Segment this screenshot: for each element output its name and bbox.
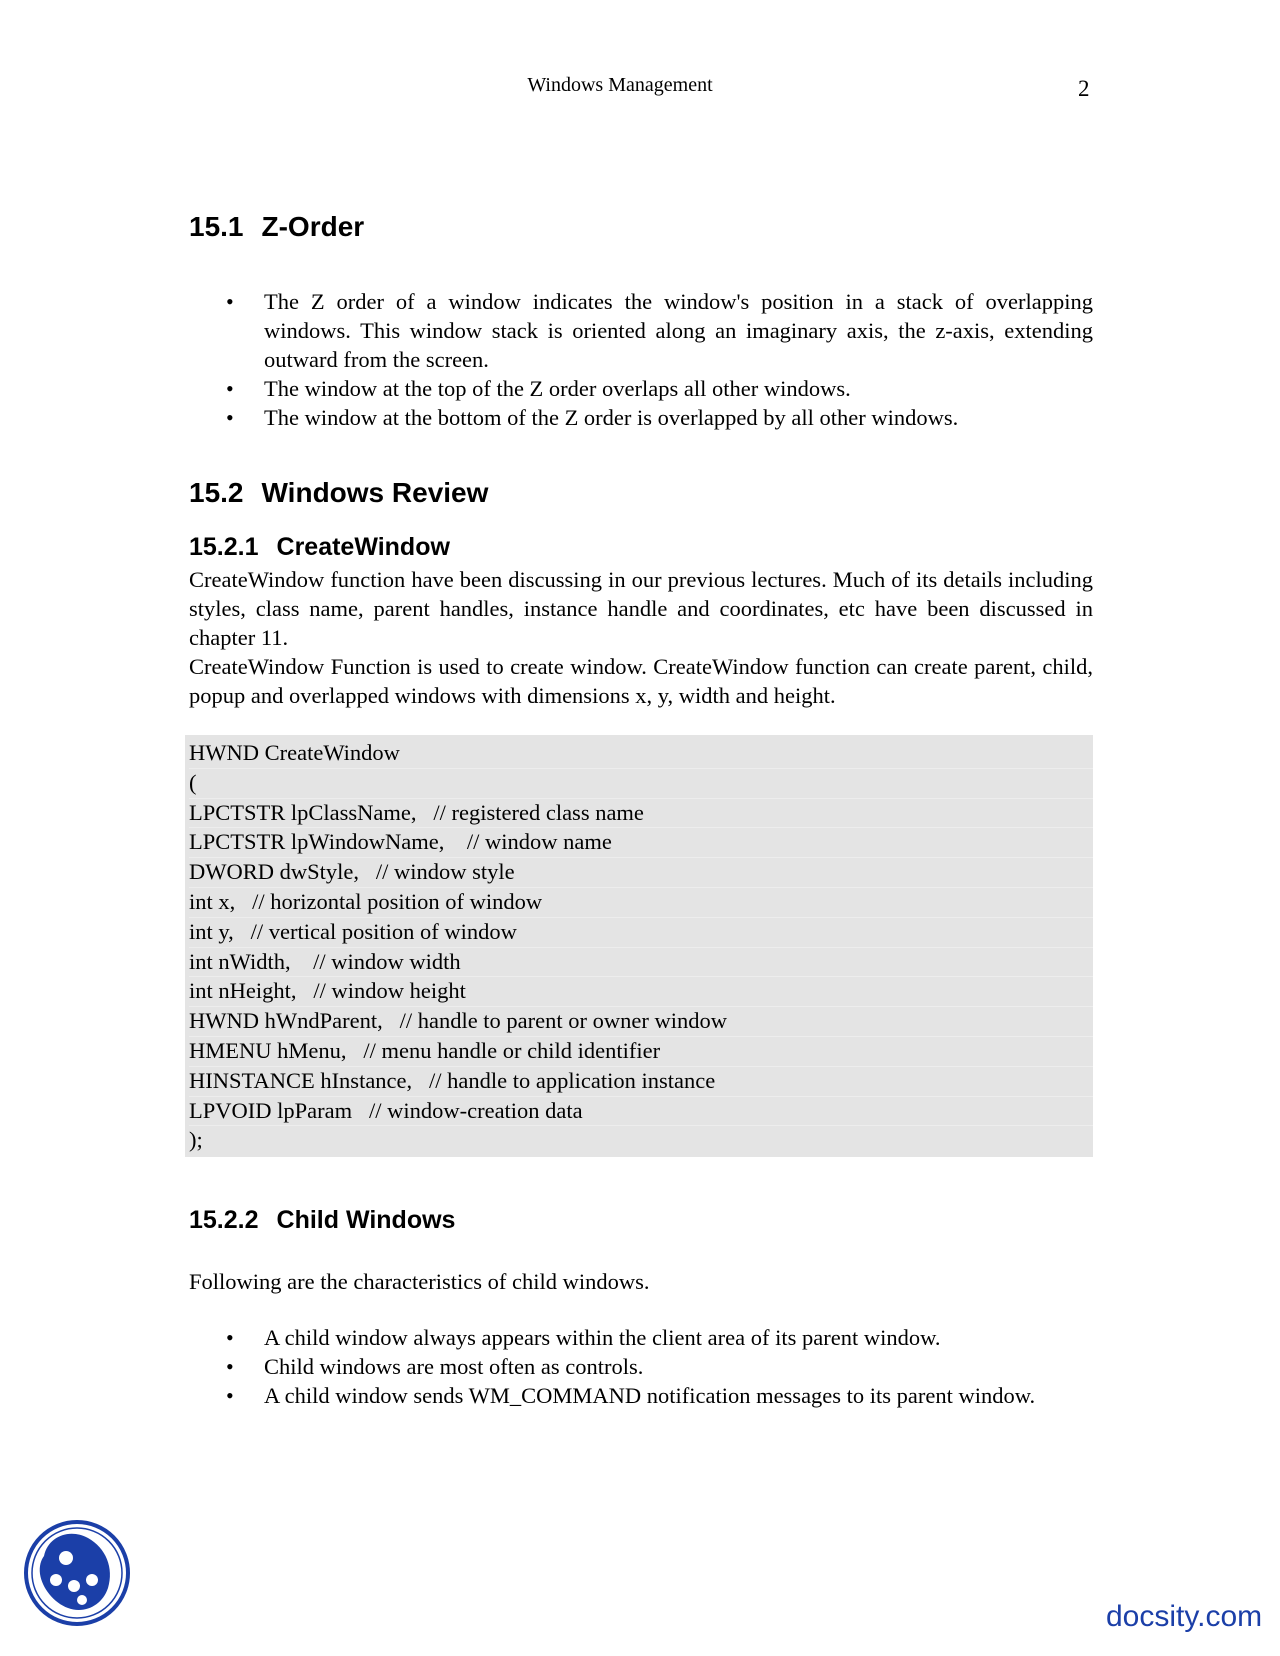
docsity-brand-link[interactable]: docsity.com <box>1106 1600 1263 1633</box>
code-line: LPCTSTR lpWindowName, // window name <box>189 828 1093 858</box>
section-heading-15-1 <box>189 210 1093 244</box>
running-title: Windows Management <box>527 74 713 96</box>
child-windows-bullet-list <box>189 1323 1093 1410</box>
bullet-icon: • <box>226 376 234 401</box>
list-item: • Child windows are most often as controls. <box>226 1354 644 1380</box>
code-block <box>185 735 1093 1157</box>
createwindow-paragraph-2: CreateWindow Function is used to create window. CreateWindow function can create parent, child, popup and overlapped windows with dimensions x, y, width and height. <box>189 654 1093 708</box>
page-content <box>189 210 1093 1410</box>
code-line: HWND CreateWindow <box>189 739 1093 769</box>
list-item: • The window at the top of the Z order overlaps all other windows. <box>226 376 851 401</box>
list-item: • A child window sends WM_COMMAND notification messages to its parent window. <box>226 1383 1036 1409</box>
docsity-logo-icon[interactable] <box>22 1518 132 1628</box>
code-line: int y, // vertical position of window <box>189 918 1093 948</box>
section-number: 15.2.1 <box>189 533 259 561</box>
page-number: 2 <box>1078 76 1090 101</box>
code-line: int nWidth, // window width <box>189 948 1093 978</box>
code-line: DWORD dwStyle, // window style <box>189 858 1093 888</box>
list-item: • A child window always appears within the client area of its parent window. <box>226 1325 941 1351</box>
code-line: int x, // horizontal position of window <box>189 888 1093 918</box>
section-title: Windows Review <box>261 477 489 508</box>
bullet-icon: • <box>226 1383 234 1409</box>
section-title: Child Windows <box>276 1206 456 1235</box>
code-line: HWND hWndParent, // handle to parent or owner window <box>189 1007 1093 1037</box>
code-line: int nHeight, // window height <box>189 977 1093 1007</box>
code-line: HMENU hMenu, // menu handle or child identifier <box>189 1037 1093 1067</box>
zorder-bullet-list <box>189 287 1093 432</box>
code-line: LPCTSTR lpClassName, // registered class name <box>189 799 1093 829</box>
page-header <box>0 74 1280 104</box>
createwindow-paragraph-1: CreateWindow function have been discussing in our previous lectures. Much of its details including styles, class name, parent handles, instance handle and coordinates, etc have been discussed in chapter 11. <box>189 567 1093 650</box>
child-windows-intro: Following are the characteristics of child windows. <box>189 1269 650 1295</box>
bullet-icon: • <box>226 1325 234 1351</box>
section-number: 15.1 <box>189 211 244 242</box>
list-item: • The window at the bottom of the Z order is overlapped by all other windows. <box>226 405 959 430</box>
list-item: • The Z order of a window indicates the window's position in a stack of overlapping windows. This window stack is oriented along an imaginary axis, the z-axis, extending outward from the screen. <box>226 289 1093 372</box>
code-line: ); <box>189 1127 203 1153</box>
section-heading-15-2 <box>189 476 1093 510</box>
section-title: Z-Order <box>261 211 365 242</box>
section-heading-15-2-2 <box>189 1205 1093 1235</box>
code-line: ( <box>189 769 1093 799</box>
bullet-icon: • <box>226 289 234 314</box>
code-line: LPVOID lpParam // window-creation data <box>189 1097 1093 1127</box>
section-title: CreateWindow <box>276 533 450 561</box>
section-number: 15.2.2 <box>189 1206 259 1235</box>
code-line: HINSTANCE hInstance, // handle to application instance <box>189 1067 1093 1097</box>
section-heading-15-2-1 <box>189 532 1093 562</box>
bullet-icon: • <box>226 1354 234 1380</box>
section-number: 15.2 <box>189 477 244 508</box>
bullet-icon: • <box>226 405 234 430</box>
logo-graphic <box>22 1518 132 1628</box>
